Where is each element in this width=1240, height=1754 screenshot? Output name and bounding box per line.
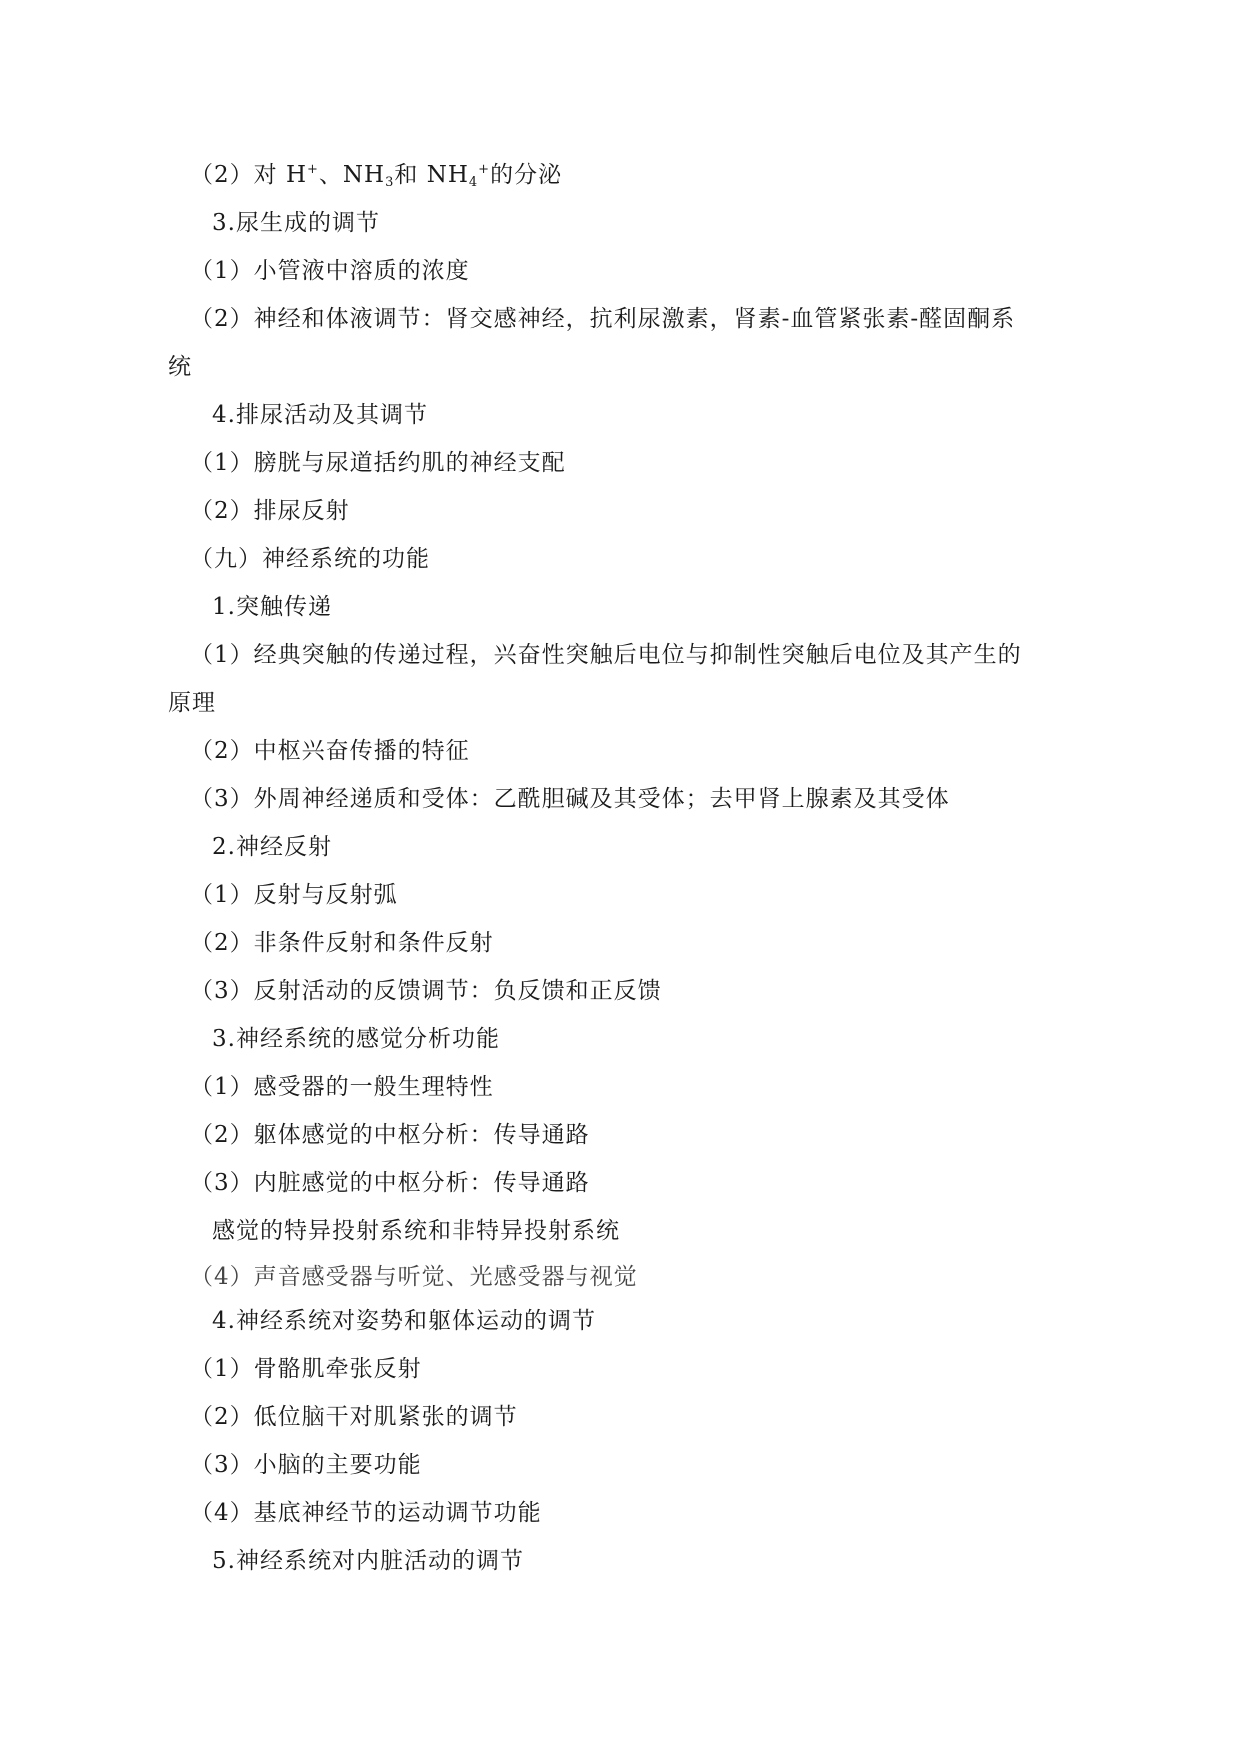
text-line: （2）神经和体液调节：肾交感神经，抗利尿激素，肾素-血管紧张素-醛固酮系 [190, 306, 1016, 332]
text-line: （3）外周神经递质和受体：乙酰胆碱及其受体；去甲肾上腺素及其受体 [190, 786, 950, 812]
text-line: （1）反射与反射弧 [190, 882, 398, 908]
text-line: （1）感受器的一般生理特性 [190, 1074, 494, 1100]
text-line: （2）排尿反射 [190, 498, 350, 524]
text-line: （2）低位脑干对肌紧张的调节 [190, 1404, 518, 1430]
text-line: （2）躯体感觉的中枢分析：传导通路 [190, 1122, 590, 1148]
text-line: （1）小管液中溶质的浓度 [190, 258, 470, 284]
chapter-heading: （九）神经系统的功能 [190, 546, 430, 572]
section-heading: 3.神经系统的感觉分析功能 [212, 1026, 500, 1052]
text-line: （1）膀胱与尿道括约肌的神经支配 [190, 450, 566, 476]
text-line: （4）声音感受器与听觉、光感受器与视觉 [190, 1264, 638, 1290]
section-heading: 3.尿生成的调节 [212, 210, 380, 236]
section-heading: 4.神经系统对姿势和躯体运动的调节 [212, 1308, 596, 1334]
text-line: （1）经典突触的传递过程，兴奋性突触后电位与抑制性突触后电位及其产生的 [190, 642, 1022, 668]
text-line: 统 [168, 354, 192, 380]
text-line: （2）非条件反射和条件反射 [190, 930, 494, 956]
section-heading: 1.突触传递 [212, 594, 332, 620]
section-heading: 4.排尿活动及其调节 [212, 402, 428, 428]
section-heading: 5.神经系统对内脏活动的调节 [212, 1548, 524, 1574]
text-line: （4）基底神经节的运动调节功能 [190, 1500, 542, 1526]
text-line: （3）小脑的主要功能 [190, 1452, 422, 1478]
section-heading: 2.神经反射 [212, 834, 332, 860]
text-line: （2）对 H+、$NH_3$和 $NH_4^+$的分泌 [190, 162, 563, 190]
text-line: 原理 [168, 690, 216, 716]
text-line: 感觉的特异投射系统和非特异投射系统 [212, 1218, 620, 1244]
text-line: （3）内脏感觉的中枢分析：传导通路 [190, 1170, 590, 1196]
text-line: （3）反射活动的反馈调节：负反馈和正反馈 [190, 978, 662, 1004]
text-line: （2）中枢兴奋传播的特征 [190, 738, 470, 764]
text-line: （1）骨骼肌牵张反射 [190, 1356, 422, 1382]
